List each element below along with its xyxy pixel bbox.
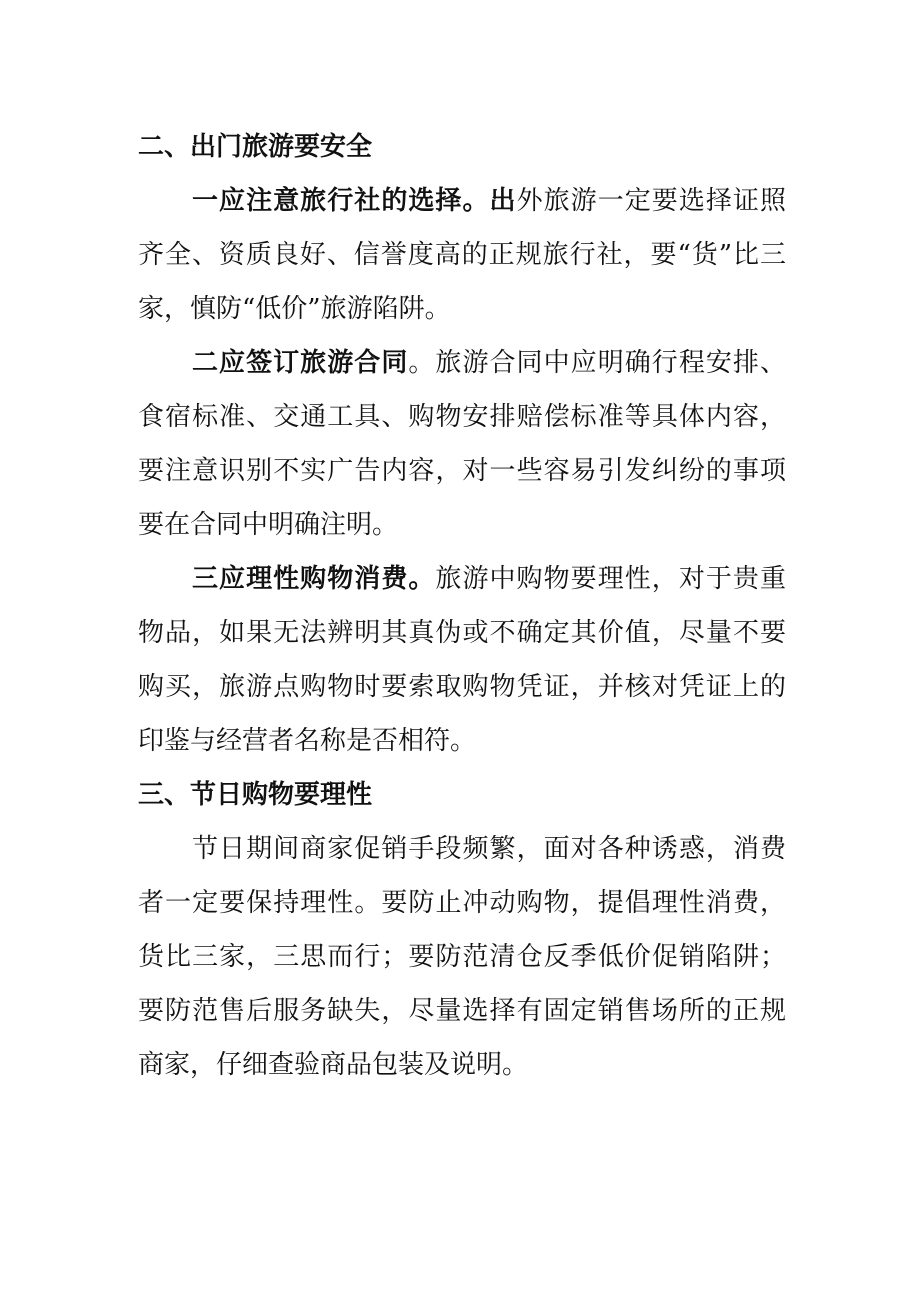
paragraph-travel-contract: [138, 336, 786, 552]
paragraph-lead: 一应注意旅行社的选择。出: [192, 186, 517, 216]
paragraph-travel-agency: [138, 174, 786, 336]
document-body: [138, 120, 786, 1092]
paragraph-text: 。旅游合同中应明确行程安排、食宿标准、交通工具、购物安排赔偿标准等具体内容，要注意识别不实广告内容，对一些容易引发纠纷的事项要在合同中明确注明。: [138, 348, 786, 540]
paragraph-lead: 三应理性购物消费。: [192, 564, 436, 594]
paragraph-lead: 二应签订旅游合同: [192, 348, 409, 378]
section-heading-holiday-shopping: 三、节日购物要理性: [138, 780, 373, 810]
paragraph-text: 旅游中购物要理性，对于贵重物品，如果无法辨明其真伪或不确定其价值，尽量不要购买，旅游点购物时要索取购物凭证，并核对凭证上的印鉴与经营者名称是否相符。: [138, 564, 786, 756]
paragraph-text: 外旅游一定要选择证照齐全、资质良好、信誉度高的正规旅行社，要“货”比三家，慎防“低价”旅游陷阱。: [138, 186, 786, 324]
paragraph-holiday-shopping: 节日期间商家促销手段频繁，面对各种诱惑，消费者一定要保持理性。要防止冲动购物，提倡理性消费，货比三家，三思而行；要防范清仓反季低价促销陷阱；要防范售后服务缺失，尽量选择有固定销售场所的正规商家，仔细查验商品包装及说明。: [138, 834, 786, 1080]
section-heading-travel-safety: 二、出门旅游要安全: [138, 132, 373, 162]
paragraph-rational-shopping: [138, 552, 786, 768]
